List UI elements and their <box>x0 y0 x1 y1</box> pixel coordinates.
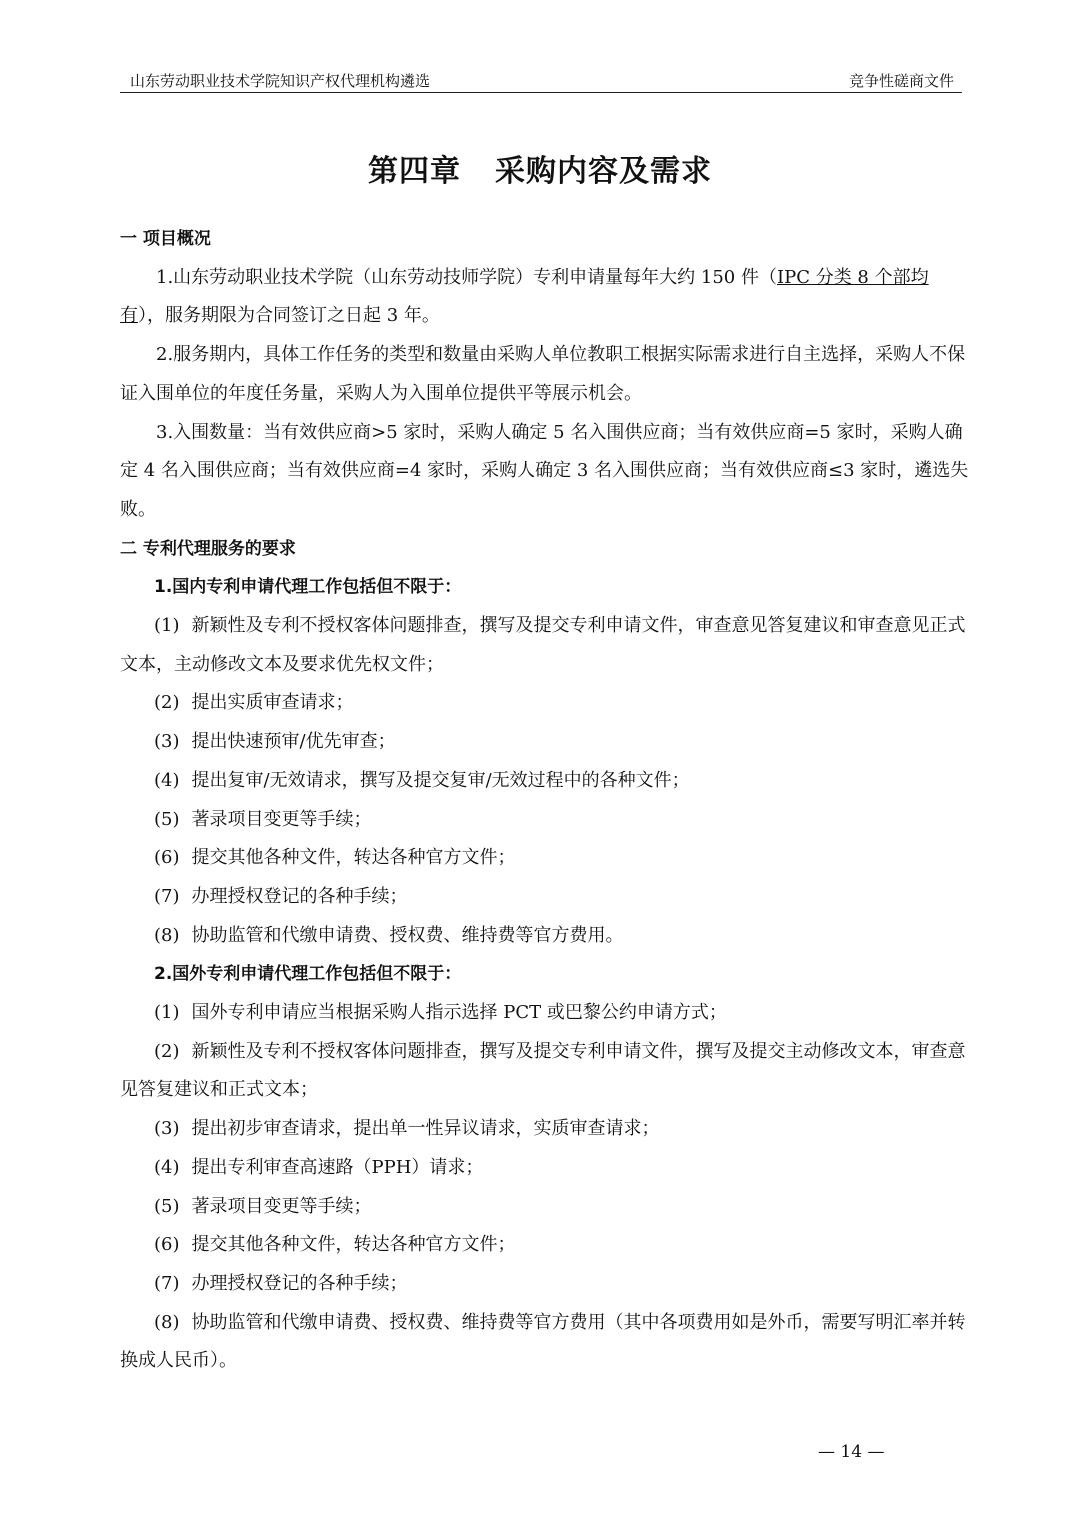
list-item-text: 协助监管和代缴申请费、授权费、维持费等官方费用。 <box>191 924 624 946</box>
list-item-text: 国外专利申请应当根据采购人指示选择 PCT 或巴黎公约申请方式； <box>191 1002 727 1024</box>
section-heading-overview: 一 项目概况 <box>120 229 211 249</box>
list-item-text: 提出实质审查请求； <box>191 692 354 714</box>
list-item <box>120 1265 970 1304</box>
list-item <box>120 1304 970 1381</box>
list-item <box>120 762 970 801</box>
chapter-title <box>0 150 1080 194</box>
list-item <box>120 839 970 878</box>
list-item <box>120 1149 970 1188</box>
overview-paragraph-1: 1.山东劳动职业技术学院（山东劳动技师学院）专利申请量每年大约 150 件（IPC 分类 8 个部均有），服务期限为合同签订之日起 3 年。 <box>120 266 929 327</box>
list-item-text: 提出初步审查请求，提出单一性异议请求，实质审查请求； <box>191 1118 660 1140</box>
header-document-title: 山东劳动职业技术学院知识产权代理机构遴选 <box>130 72 431 90</box>
domestic-items-list <box>120 607 970 955</box>
overview-paragraph-2: 2.服务期内，具体工作任务的类型和数量由采购人单位教职工根据实际需求进行自主选择，采购人不保证入围单位的年度任务量，采购人为入围单位提供平等展示机会。 <box>120 344 966 404</box>
section-heading-requirements: 二 专利代理服务的要求 <box>120 538 296 559</box>
foreign-heading: 2.国外专利申请代理工作包括但不限于： <box>154 964 462 985</box>
list-item <box>120 607 970 684</box>
foreign-items-list <box>120 994 970 1381</box>
list-item-number: (1) <box>154 1002 180 1024</box>
list-item <box>120 684 970 723</box>
list-item <box>120 723 970 762</box>
list-item-number: (1) <box>154 615 180 637</box>
list-item-text: 提交其他各种文件，转达各种官方文件； <box>191 1234 516 1256</box>
list-item-text: 新颖性及专利不授权客体问题排查，撰写及提交专利申请文件，撰写及提交主动修改文本，审查意见答复建议和正式文本； <box>120 1040 966 1101</box>
list-item-number: (2) <box>154 692 180 714</box>
header-document-type: 竞争性磋商文件 <box>848 72 954 90</box>
list-item-number: (3) <box>154 1118 180 1140</box>
ipc-underlined-text: IPC 分类 8 个部均有 <box>120 266 929 327</box>
list-item-text: 提交其他各种文件，转达各种官方文件； <box>191 847 516 869</box>
body-content <box>120 220 970 1381</box>
page-header <box>120 72 962 93</box>
list-item <box>120 1033 970 1110</box>
list-item-number: (4) <box>154 1156 180 1178</box>
list-item-text: 提出快速预审/优先审查； <box>191 731 396 753</box>
list-item <box>120 917 970 956</box>
list-item-number: (6) <box>154 1234 180 1256</box>
list-item-text: 协助监管和代缴申请费、授权费、维持费等官方费用（其中各项费用如是外币，需要写明汇率并转换成人民币）。 <box>120 1311 966 1372</box>
page-number: — 14 — <box>818 1442 885 1462</box>
list-item-text: 著录项目变更等手续； <box>191 1195 372 1217</box>
list-item <box>120 878 970 917</box>
list-item-number: (8) <box>154 924 180 946</box>
chapter-number: 第四章 <box>368 154 461 189</box>
list-item <box>120 1188 970 1227</box>
list-item <box>120 1110 970 1149</box>
list-item-number: (5) <box>154 1195 180 1217</box>
list-item-number: (4) <box>154 769 180 791</box>
list-item-number: (7) <box>154 885 180 907</box>
list-item-number: (5) <box>154 808 180 830</box>
chapter-name: 采购内容及需求 <box>495 154 712 189</box>
list-item <box>120 994 970 1033</box>
list-item-number: (2) <box>154 1040 180 1062</box>
list-item-number: (3) <box>154 731 180 753</box>
list-item-number: (8) <box>154 1311 180 1333</box>
list-item <box>120 801 970 840</box>
list-item-text: 新颖性及专利不授权客体问题排查，撰写及提交专利申请文件，审查意见答复建议和审查意见正式文本，主动修改文本及要求优先权文件； <box>120 615 966 675</box>
domestic-heading: 1.国内专利申请代理工作包括但不限于： <box>154 577 462 598</box>
list-item-text: 著录项目变更等手续； <box>191 808 372 830</box>
list-item-text: 办理授权登记的各种手续； <box>191 885 408 907</box>
overview-paragraph-3: 3.入围数量：当有效供应商>5 家时，采购人确定 5 名入围供应商；当有效供应商=5 家时，采购人确定 4 名入围供应商；当有效供应商=4 家时，采购人确定 3 名入围供应商；当有效供应商≤3 家时，遴选失败。 <box>120 421 969 520</box>
list-item-text: 提出复审/无效请求，撰写及提交复审/无效过程中的各种文件； <box>191 769 690 791</box>
list-item-text: 办理授权登记的各种手续； <box>191 1272 408 1294</box>
list-item-number: (7) <box>154 1272 180 1294</box>
list-item-text: 提出专利审查高速路（PPH）请求； <box>191 1156 484 1178</box>
list-item-number: (6) <box>154 847 180 869</box>
list-item <box>120 1226 970 1265</box>
